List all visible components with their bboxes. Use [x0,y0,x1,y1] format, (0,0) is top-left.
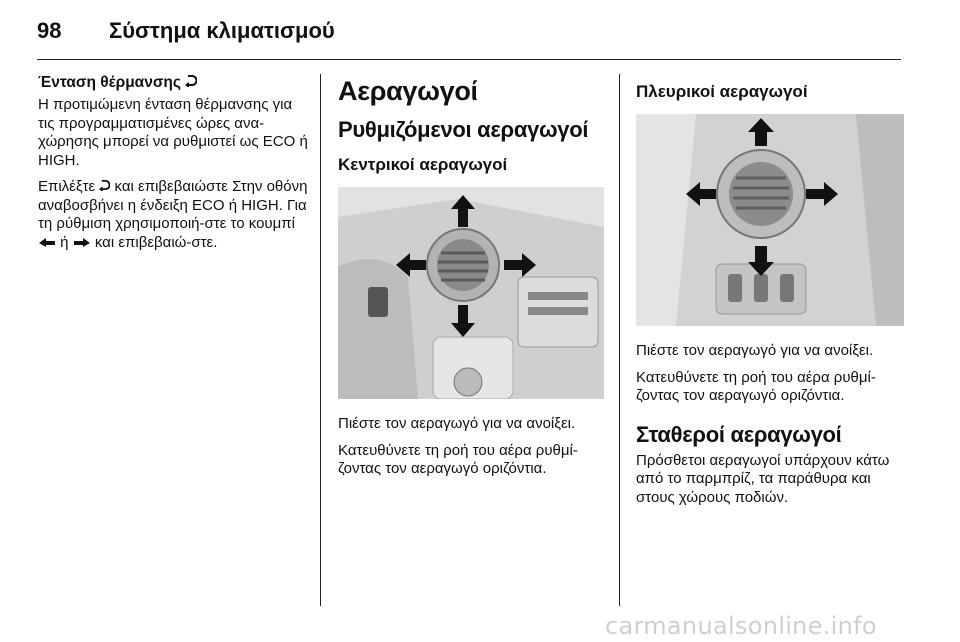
side-vents-direction-text: Κατευθύνετε τη ροή του αέρα ρυθμί-ζοντας τον αεραγωγό οριζόντια. [636,368,876,404]
central-vent-illustration [338,187,604,399]
heating-intensity-description: Η προτιμώμενη ένταση θέρμανσης για τις προγραμματισμένες ώρες ανα-χώρησης μπορεί να ρυθμιστεί ως ECO ή HIGH. [38,96,308,169]
column-air-vents [338,74,604,487]
side-vent-illustration [636,114,904,326]
page-header [37,14,903,44]
side-vents-heading: Πλευρικοί αεραγωγοί [636,82,808,101]
return-arrow-icon [185,74,197,92]
air-vents-title: Αεραγωγοί [338,76,478,106]
column-heating-intensity [38,74,312,260]
chapter-title: Σύστημα κλιματισμού [109,18,335,43]
fixed-vents-text: Πρόσθετοι αεραγωγοί υπάρχουν κάτω από το παρμπρίζ, τα παράθυρα και στους χώρους ποδιών. [636,451,890,506]
side-vents-open-text: Πιέστε τον αεραγωγό για να ανοίξει. [636,342,874,359]
heating-intensity-heading: Ένταση θέρμανσης [38,74,312,92]
fixed-vents-heading: Σταθεροί αεραγωγοί [636,421,842,447]
column-side-vents [636,74,904,515]
central-vents-open-text: Πιέστε τον αεραγωγό για να ανοίξει. [338,415,576,432]
watermark: carmanualsonline.info [605,612,877,640]
column-divider [619,74,620,606]
column-divider [320,74,321,606]
left-arrow-button-icon [38,234,56,253]
header-rule [37,59,901,60]
central-vents-heading: Κεντρικοί αεραγωγοί [338,155,508,174]
return-arrow-icon [99,178,110,197]
heating-intensity-instructions: Επιλέξτε και επιβεβαιώστε Στην οθόνη αναβοσβήνει η ένδειξη ECO ή HIGH. Για τη ρύθμιση χρησιμοποιή-στε το κουμπί ή και επιβεβαιώ-στε. [38,178,308,251]
adjustable-vents-heading: Ρυθμιζόμενοι αεραγωγοί [338,117,589,142]
right-arrow-button-icon [73,234,91,253]
page-number: 98 [37,18,62,43]
central-vents-direction-text: Κατευθύνετε τη ροή του αέρα ρυθμί-ζοντας τον αεραγωγό οριζόντια. [338,441,578,477]
